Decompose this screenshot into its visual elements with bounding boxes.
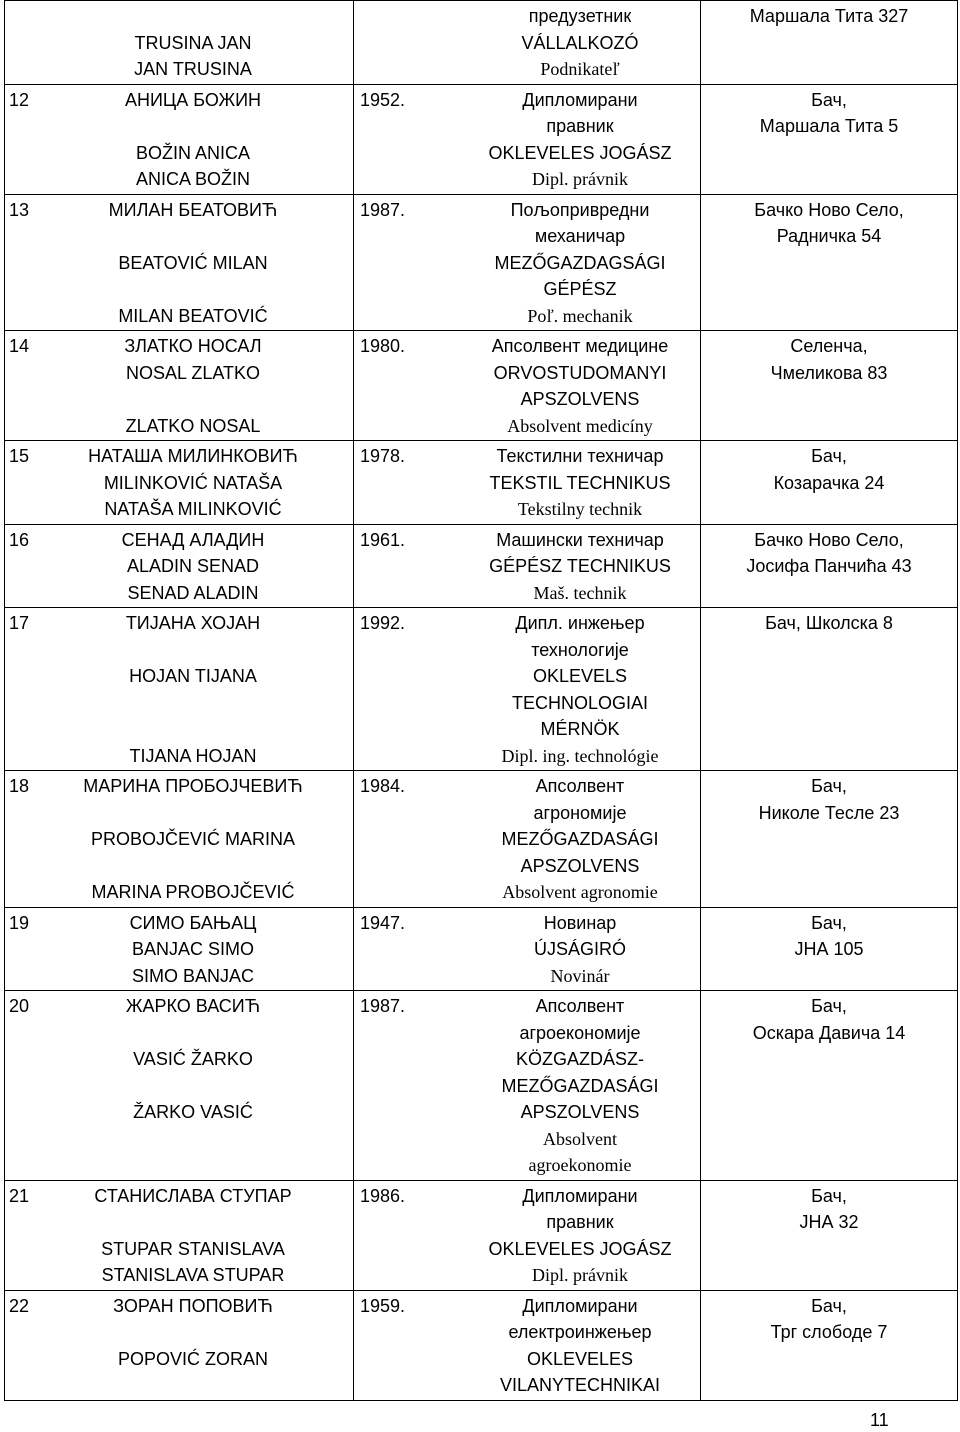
occupation-line: MEZŐGAZDASÁGI [501, 1075, 659, 1096]
row-number: 13 [5, 194, 34, 331]
occupation-cell [460, 1180, 701, 1290]
address-cell [701, 194, 958, 331]
person-name-line [33, 716, 353, 743]
occupation-line: MÉRNÖK [540, 719, 620, 739]
address-cell [701, 771, 958, 908]
address-line: Козарачка 24 [773, 472, 885, 493]
person-name-cell [33, 331, 354, 441]
occupation-line: Апсолвент медицине [491, 336, 669, 356]
person-name-line: МИЛАН БЕАТОВИЋ [108, 199, 278, 220]
occupation-line: Podnikateľ [540, 59, 620, 79]
person-name-line: СЕНАД АЛАДИН [121, 529, 265, 550]
person-name-line [33, 1319, 353, 1346]
occupation-line: OKLEVELES JOGÁSZ [488, 142, 672, 163]
person-name-line: JAN TRUSINA [134, 59, 252, 79]
occupation-line: GÉPÉSZ [543, 279, 617, 299]
occupation-line: OKLEVELS [532, 666, 628, 686]
person-name-line: MARINA PROBOJČEVIĆ [91, 882, 295, 902]
person-name-line: SIMO BANJAC [131, 965, 255, 986]
person-name-cell [33, 524, 354, 608]
person-name-cell [33, 1, 354, 85]
occupation-line: технологије [531, 639, 629, 660]
address-line: Јосифа Панчића 43 [746, 556, 912, 576]
address-line: Бач, [811, 996, 847, 1016]
person-name-line: PROBOJČEVIĆ MARINA [90, 829, 296, 849]
birth-year: 1947. [354, 907, 461, 991]
table-row [5, 331, 958, 441]
address-line: Селенча, [790, 336, 868, 356]
table-row [5, 907, 958, 991]
address-line: Николе Тесле 23 [758, 802, 900, 823]
person-name-line: NATAŠA MILINKOVIĆ [104, 499, 282, 519]
table-row [5, 84, 958, 194]
address-line: Чмеликова 83 [770, 362, 888, 383]
address-line: Бач, [811, 446, 847, 466]
address-line: ЈНА 105 [794, 939, 864, 959]
occupation-line: агроекономије [519, 1022, 641, 1043]
occupation-line: електроинжењер [508, 1322, 652, 1342]
address-line: Бач, [811, 1185, 847, 1206]
person-name-cell [33, 441, 354, 525]
occupation-line: Дипломирани [522, 89, 638, 110]
occupation-line: Апсолвент [535, 996, 625, 1016]
table-row [5, 608, 958, 771]
address-cell [701, 1290, 958, 1400]
address-line: Оскара Давича 14 [752, 1022, 906, 1043]
occupation-line: Дипл. инжењер [515, 613, 645, 633]
row-number: 19 [5, 907, 34, 991]
birth-year: 1984. [354, 771, 461, 908]
table-row [5, 524, 958, 608]
address-line: Бачко Ново Село, [754, 529, 904, 550]
person-name-line: ZLATKO NOSAL [125, 415, 261, 436]
birth-year [354, 1, 461, 85]
occupation-line: Poľ. mechanik [527, 305, 633, 326]
occupation-line: Maš. technik [533, 582, 627, 603]
occupation-line: правник [546, 116, 614, 136]
person-name-line [33, 276, 353, 303]
address-line: ЈНА 32 [799, 1212, 859, 1232]
occupation-line: Дипломирани [522, 1295, 638, 1316]
table-row [5, 194, 958, 331]
address-line: Радничка 54 [776, 226, 882, 246]
person-name-line: POPOVIĆ ZORAN [117, 1348, 269, 1369]
address-line: Маршала Тита 5 [759, 116, 899, 136]
occupation-line: ORVOSTUDOMANYI [493, 362, 667, 383]
occupation-line: ÚJSÁGIRÓ [533, 939, 626, 959]
occupation-cell [460, 907, 701, 991]
person-name-line: МАРИНА ПРОБОЈЧЕВИЋ [83, 776, 303, 796]
birth-year: 1961. [354, 524, 461, 608]
person-name-cell [33, 608, 354, 771]
occupation-line: Absolvent agronomie [502, 882, 658, 902]
person-name-cell [33, 1290, 354, 1400]
person-name-line: ТИЈАНА ХОЈАН [125, 613, 261, 633]
occupation-line: Dipl. právnik [532, 169, 628, 189]
person-name-line [33, 1209, 353, 1236]
person-name-line: ALADIN SENAD [126, 556, 260, 576]
occupation-cell [460, 991, 701, 1181]
row-number: 18 [5, 771, 34, 908]
occupation-line: Дипломирани [522, 1185, 638, 1206]
address-line: Бач, [811, 1295, 847, 1316]
occupation-line: Novinár [550, 965, 610, 986]
candidate-table [4, 0, 958, 1401]
table-row [5, 1, 958, 85]
person-name-line: MILINKOVIĆ NATAŠA [103, 472, 283, 493]
person-name-line: НАТАША МИЛИНКОВИЋ [88, 446, 298, 466]
person-name-line: BEATOVIĆ MILAN [118, 252, 268, 273]
occupation-line: VILANYTECHNIKAI [499, 1375, 661, 1395]
person-name-line: STANISLAVA STUPAR [101, 1265, 285, 1285]
occupation-line: KÖZGAZDÁSZ- [515, 1049, 644, 1069]
occupation-line: Апсолвент [535, 776, 625, 796]
birth-year: 1987. [354, 991, 461, 1181]
person-name-line: ANICA BOŽIN [135, 169, 251, 189]
row-number: 17 [5, 608, 34, 771]
row-number: 12 [5, 84, 34, 194]
occupation-line: агрономије [533, 802, 627, 823]
person-name-line [33, 113, 353, 140]
person-name-cell [33, 84, 354, 194]
occupation-line: Dipl. ing. technológie [501, 745, 659, 766]
page-number: 11 [870, 1410, 889, 1430]
person-name-line [33, 690, 353, 717]
occupation-line: Машински техничар [496, 529, 664, 550]
person-name-line: TIJANA HOJAN [129, 745, 257, 766]
occupation-line: Tekstilny technik [517, 499, 643, 519]
occupation-cell [460, 771, 701, 908]
person-name-line: ŽARKO VASIĆ [133, 1102, 253, 1122]
occupation-line: Absolvent medicíny [507, 415, 653, 436]
person-name-line: STUPAR STANISLAVA [101, 1238, 285, 1259]
address-cell [701, 1180, 958, 1290]
occupation-cell [460, 1, 701, 85]
table-row [5, 441, 958, 525]
person-name-cell [33, 991, 354, 1181]
birth-year: 1986. [354, 1180, 461, 1290]
row-number: 22 [5, 1290, 34, 1400]
occupation-cell [460, 1290, 701, 1400]
person-name-line [33, 386, 353, 413]
table-row [5, 991, 958, 1181]
address-line: Бач, [811, 776, 847, 796]
person-name-line: MILAN BEATOVIĆ [118, 305, 268, 326]
address-line: Бачко Ново Село, [754, 199, 904, 220]
birth-year: 1980. [354, 331, 461, 441]
occupation-line: APSZOLVENS [520, 1102, 640, 1122]
candidate-table-body [5, 1, 958, 1401]
person-name-cell [33, 1180, 354, 1290]
birth-year: 1987. [354, 194, 461, 331]
occupation-line: OKLEVELES JOGÁSZ [488, 1238, 672, 1259]
person-name-line [33, 1073, 353, 1100]
row-number: 21 [5, 1180, 34, 1290]
address-line: Бач, [811, 912, 847, 933]
table-row [5, 1180, 958, 1290]
address-cell [701, 907, 958, 991]
occupation-line: правник [546, 1212, 614, 1232]
person-name-line: СТАНИСЛАВА СТУПАР [94, 1185, 292, 1206]
address-line: Бач, [811, 89, 847, 110]
row-number: 15 [5, 441, 34, 525]
address-cell [701, 608, 958, 771]
occupation-line: APSZOLVENS [520, 389, 640, 409]
address-cell [701, 991, 958, 1181]
person-name-line [33, 223, 353, 250]
occupation-line: Пољопривредни [510, 199, 650, 220]
birth-year: 1978. [354, 441, 461, 525]
occupation-cell [460, 524, 701, 608]
row-number [5, 1, 34, 85]
occupation-line: APSZOLVENS [520, 855, 640, 876]
address-cell [701, 1, 958, 85]
person-name-line: TRUSINA JAN [134, 32, 252, 53]
occupation-line: Новинар [543, 912, 617, 933]
person-name-line [33, 800, 353, 827]
row-number: 16 [5, 524, 34, 608]
person-name-cell [33, 907, 354, 991]
person-name-line: BOŽIN ANICA [135, 142, 251, 163]
occupation-line: GÉPÉSZ TECHNIKUS [489, 556, 671, 576]
person-name-line [33, 853, 353, 880]
person-name-line: АНИЦА БОЖИН [124, 89, 262, 110]
occupation-line: VÁLLALKOZÓ [521, 32, 639, 53]
person-name-line: ЗЛАТКО НОСАЛ [124, 336, 262, 356]
occupation-cell [460, 441, 701, 525]
occupation-line: TECHNOLOGIAI [511, 692, 649, 713]
person-name-line: NOSAL ZLATKO [125, 362, 261, 383]
occupation-line: Absolvent [543, 1128, 617, 1149]
row-number: 14 [5, 331, 34, 441]
row-number: 20 [5, 991, 34, 1181]
person-name-line: HOJAN TIJANA [129, 666, 257, 686]
person-name-line [33, 3, 353, 30]
occupation-line: agroekonomie [528, 1155, 632, 1175]
occupation-cell [460, 194, 701, 331]
person-name-cell [33, 194, 354, 331]
occupation-line: предузетник [528, 6, 632, 26]
address-cell [701, 84, 958, 194]
person-name-line [33, 637, 353, 664]
occupation-cell [460, 608, 701, 771]
occupation-line: TEKSTIL TECHNIKUS [489, 472, 671, 493]
person-name-cell [33, 771, 354, 908]
address-line: Маршала Тита 327 [749, 6, 909, 26]
birth-year: 1992. [354, 608, 461, 771]
occupation-line: OKLEVELES [526, 1348, 634, 1369]
address-cell [701, 441, 958, 525]
address-line: Бач, Школска 8 [765, 613, 893, 633]
occupation-line: механичар [534, 226, 626, 246]
occupation-line: Текстилни техничар [496, 446, 664, 466]
person-name-line: VASIĆ ŽARKO [133, 1049, 253, 1069]
address-cell [701, 331, 958, 441]
occupation-cell [460, 331, 701, 441]
occupation-line: MEZŐGAZDAGSÁGI [494, 252, 666, 273]
person-name-line: ЗОРАН ПОПОВИЋ [113, 1295, 273, 1316]
person-name-line: СИМО БАЊАЦ [129, 912, 257, 933]
table-row [5, 1290, 958, 1400]
address-cell [701, 524, 958, 608]
birth-year: 1952. [354, 84, 461, 194]
person-name-line: SENAD ALADIN [127, 582, 259, 603]
person-name-line: ЖАРКО ВАСИЋ [125, 996, 261, 1016]
table-row [5, 771, 958, 908]
occupation-line: MEZŐGAZDASÁGI [501, 829, 659, 849]
person-name-line [33, 1020, 353, 1047]
occupation-line: Dipl. právnik [532, 1265, 628, 1285]
address-line: Трг слободе 7 [770, 1322, 888, 1342]
occupation-cell [460, 84, 701, 194]
person-name-line: BANJAC SIMO [131, 939, 255, 959]
birth-year: 1959. [354, 1290, 461, 1400]
